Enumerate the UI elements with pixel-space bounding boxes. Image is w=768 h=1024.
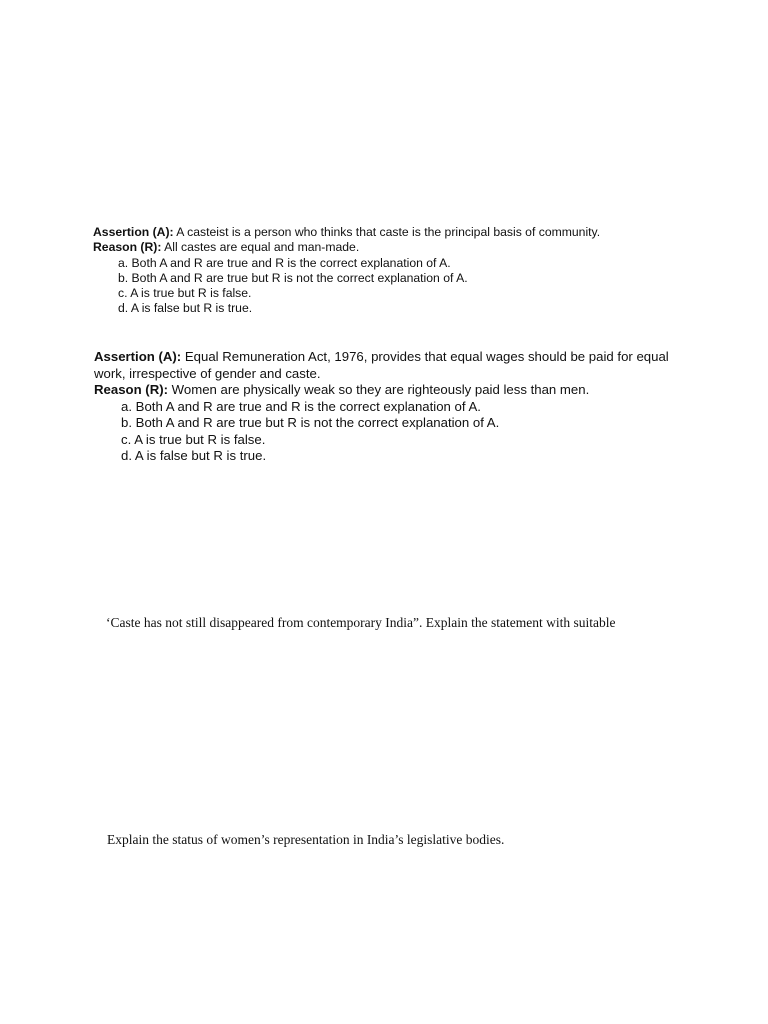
reason-text: Women are physically weak so they are righteously paid less than men.: [171, 382, 590, 397]
assertion-line: [94, 349, 674, 382]
assertion-label: Assertion (A):: [93, 225, 174, 239]
women-representation-question: Explain the status of women’s representation in India’s legislative bodies.: [107, 832, 505, 847]
option-c: c. A is true but R is false.: [118, 286, 252, 300]
option-a: a. Both A and R are true and R is the correct explanation of A.: [118, 255, 451, 270]
option-c: c. A is true but R is false.: [121, 431, 266, 447]
reason-label: Reason (R):: [94, 382, 168, 397]
reason-line: [93, 240, 653, 255]
options-list: [93, 256, 653, 317]
assertion-reason-question-2: [94, 349, 674, 465]
caste-question: ‘Caste has not still disappeared from contemporary India”. Explain the statement with suitable: [106, 615, 616, 630]
options-list: [94, 399, 674, 465]
reason-line: [94, 382, 674, 399]
option-d: d. A is false but R is true.: [121, 448, 267, 463]
assertion-label: Assertion (A):: [94, 349, 182, 364]
reason-text: All castes are equal and man-made.: [164, 240, 360, 255]
assertion-text: Equal Remuneration Act, 1976, provides that equal wages should be paid for equal work, irrespective of gender and caste.: [94, 349, 669, 381]
assertion-text: A casteist is a person who thinks that caste is the principal basis of community.: [176, 225, 601, 239]
option-a: a. Both A and R are true and R is the correct explanation of A.: [121, 398, 481, 414]
option-d: d. A is false but R is true.: [118, 301, 253, 316]
option-b: b. Both A and R are true but R is not the correct explanation of A.: [121, 415, 500, 430]
assertion-reason-question-1: [93, 225, 653, 317]
option-b: b. Both A and R are true but R is not the correct explanation of A.: [118, 270, 468, 285]
reason-label: Reason (R):: [93, 240, 162, 255]
assertion-line: [93, 225, 653, 240]
